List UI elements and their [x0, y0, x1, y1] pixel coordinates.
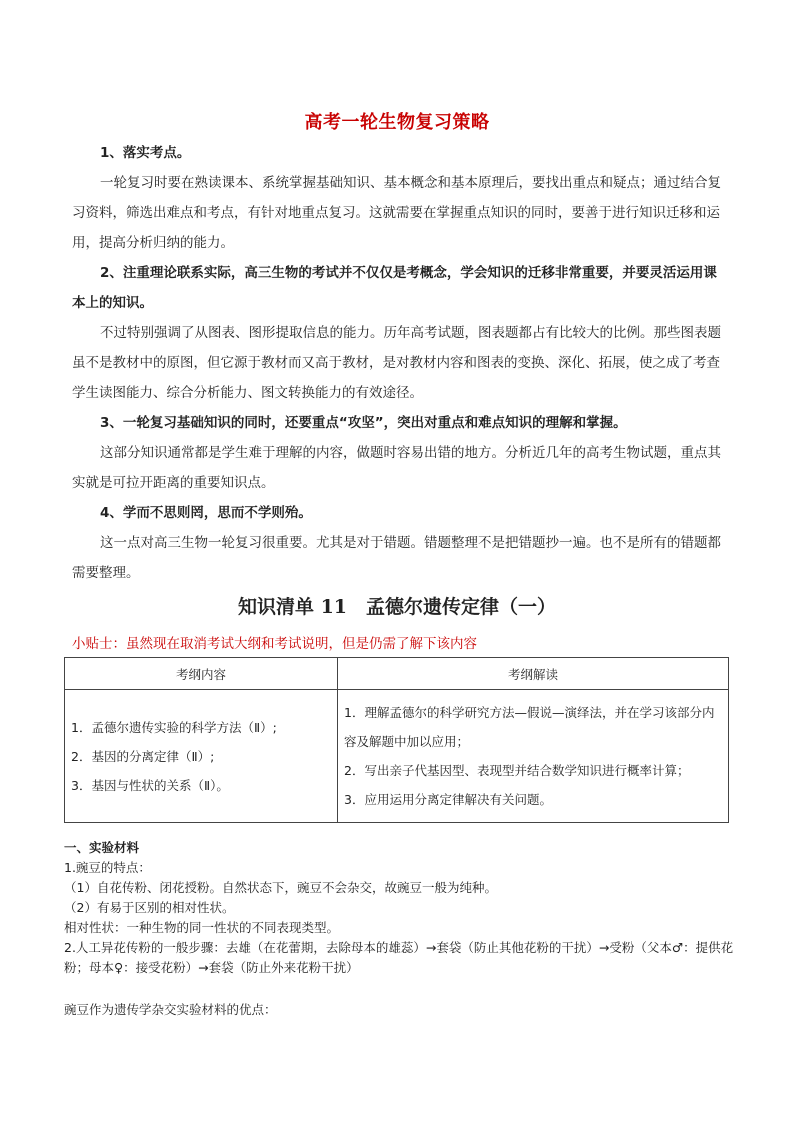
- page-title: 高考一轮生物复习策略: [304, 112, 490, 133]
- point-heading-2: 2、注重理论联系实际，高三生物的考试并不仅仅是考概念，学会知识的迁移非常重要，并要灵活运用课本上的知识。: [72, 265, 717, 311]
- table-header-left: 考纲内容: [65, 658, 338, 690]
- list-item: 1．理解孟德尔的科学研究方法—假说—演绎法，并在学习该部分内容及解题中加以应用；: [344, 705, 715, 749]
- point-paragraph-3: 这部分知识通常都是学生难于理解的内容，做题时容易出错的地方。分析近几年的高考生物试题，重点其实就是可拉开距离的重要知识点。: [72, 445, 721, 491]
- knowledge-list-title: 知识清单 11 孟德尔遗传定律（一）: [237, 596, 557, 618]
- section-heading: 一、实验材料: [64, 840, 140, 855]
- experiment-materials-section: [64, 838, 734, 1020]
- list-item: 3．应用运用分离定律解决有关问题。: [344, 792, 552, 807]
- list-item: 3．基因与性状的关系（Ⅱ）。: [71, 777, 229, 793]
- text-line: 豌豆作为遗传学杂交实验材料的优点：: [64, 1002, 277, 1017]
- text-line: 2.人工异花传粉的一般步骤：去雄（在花蕾期，去除母本的雄蕊）→套袋（防止其他花粉的干扰）→受粉（父本♂：提供花粉；母本♀：接受花粉）→套袋（防止外来花粉干扰）: [64, 940, 734, 975]
- table-cell-right: [338, 690, 729, 823]
- table-header-right: 考纲解读: [338, 658, 729, 690]
- list-item: 1．孟德尔遗传实验的科学方法（Ⅱ）;: [71, 719, 277, 735]
- table-header-row: [65, 658, 729, 690]
- text-line: 1.豌豆的特点：: [64, 860, 151, 875]
- text-line: 相对性状：一种生物的同一性状的不同表现类型。: [64, 920, 340, 935]
- text-line: （2）有易于区别的相对性状。: [64, 900, 235, 915]
- point-heading-1: 1、落实考点。: [100, 145, 191, 161]
- table-cell-left: [65, 690, 338, 823]
- point-paragraph-1: 一轮复习时要在熟读课本、系统掌握基础知识、基本概念和基本原理后，要找出重点和疑点；通过结合复习资料，筛选出难点和考点，有针对地重点复习。这就需要在掌握重点知识的同时，要善于进行知识迁移和运用，提高分析归纳的能力。: [72, 175, 721, 251]
- text-line: （1）自花传粉、闭花授粉。自然状态下，豌豆不会杂交，故豌豆一般为纯种。: [64, 880, 497, 895]
- point-heading-4: 4、学而不思则罔，思而不学则殆。: [100, 505, 312, 521]
- point-paragraph-4: 这一点对高三生物一轮复习很重要。尤其是对于错题。错题整理不是把错题抄一遍。也不是所有的错题都需要整理。: [72, 535, 721, 581]
- point-heading-3: 3、一轮复习基础知识的同时，还要重点“攻坚”，突出对重点和难点知识的理解和掌握。: [100, 415, 627, 431]
- list-item: 2．基因的分离定律（Ⅱ）;: [71, 748, 215, 764]
- table-row: [65, 690, 729, 823]
- syllabus-table: [64, 657, 729, 823]
- list-item: 2．写出亲子代基因型、表现型并结合数学知识进行概率计算；: [344, 763, 690, 778]
- tip-text: 小贴士：虽然现在取消考试大纲和考试说明，但是仍需了解下该内容: [72, 636, 477, 652]
- point-paragraph-2: 不过特别强调了从图表、图形提取信息的能力。历年高考试题，图表题都占有比较大的比例。那些图表题虽不是教材中的原图，但它源于教材而又高于教材，是对教材内容和图表的变换、深化、拓展，使之成了考查学生读图能力、综合分析能力、图文转换能力的有效途径。: [72, 325, 721, 401]
- strategy-section: [72, 138, 724, 588]
